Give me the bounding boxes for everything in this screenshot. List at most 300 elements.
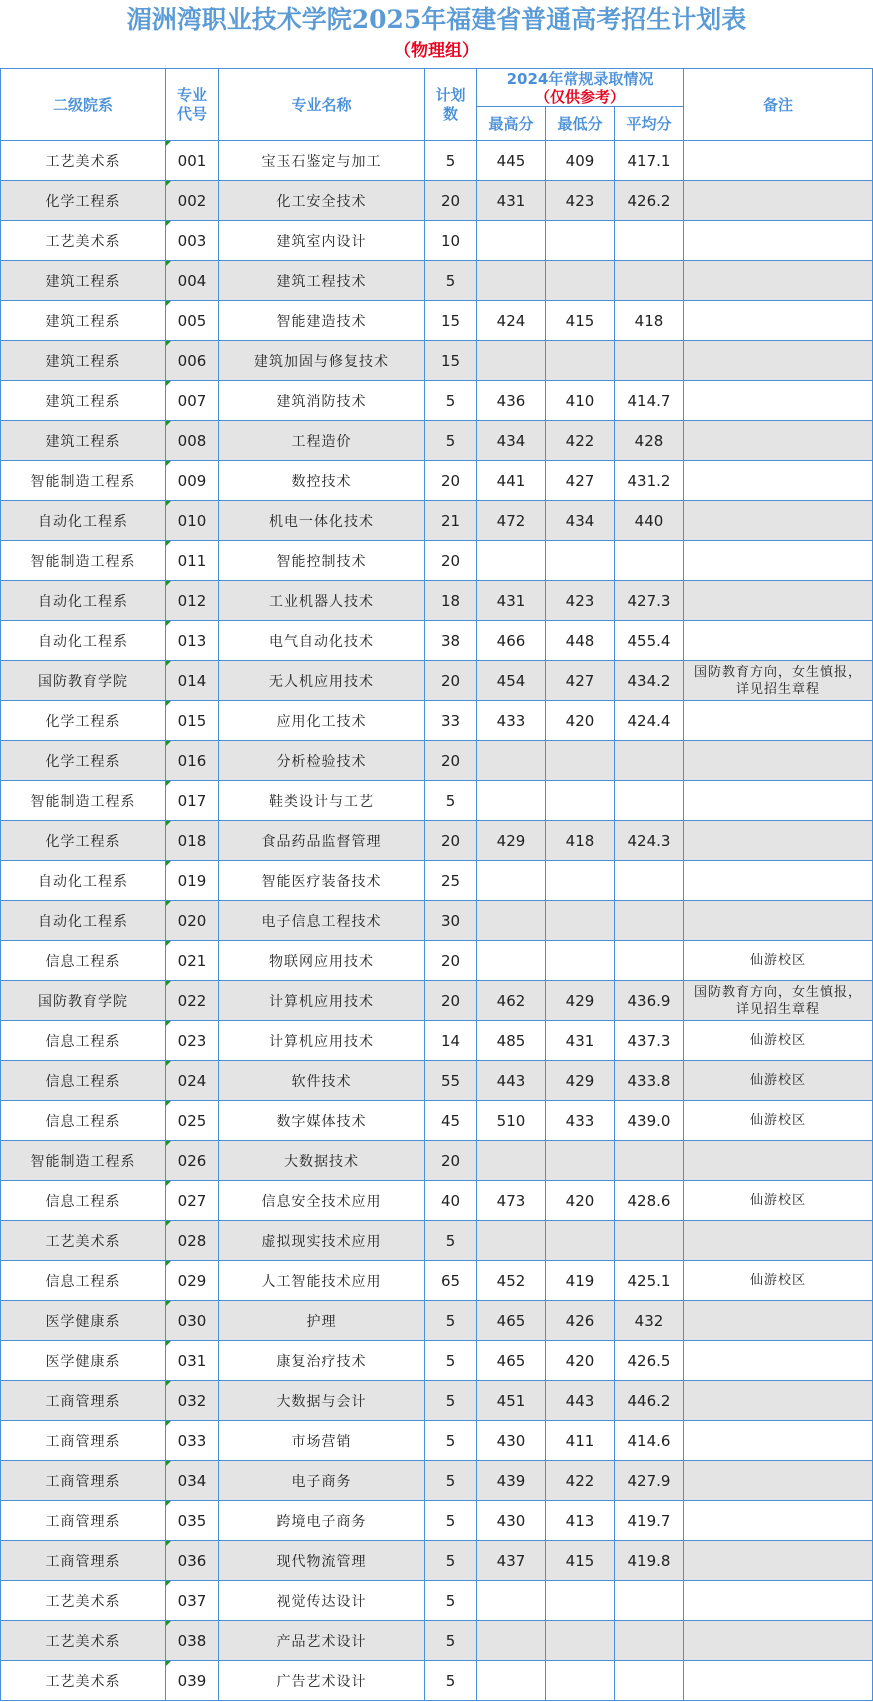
table-row — [1, 1061, 873, 1101]
note-cell — [684, 1501, 873, 1541]
avg-score-cell: 446.2 — [615, 1381, 684, 1421]
department-cell: 化学工程系 — [1, 701, 166, 741]
major-name-cell: 应用化工技术 — [219, 701, 425, 741]
min-score-cell: 420 — [546, 1341, 615, 1381]
note-cell: 国防教育方向，女生慎报，详见招生章程 — [684, 981, 873, 1021]
plan-count-cell: 5 — [425, 1621, 477, 1661]
major-code-cell: 015 — [166, 701, 219, 741]
min-score-cell: 415 — [546, 301, 615, 341]
avg-score-cell: 434.2 — [615, 661, 684, 701]
plan-count-cell: 15 — [425, 301, 477, 341]
plan-count-cell: 21 — [425, 501, 477, 541]
plan-count-cell: 5 — [425, 1581, 477, 1621]
min-score-cell — [546, 1141, 615, 1181]
plan-count-cell: 5 — [425, 1341, 477, 1381]
note-cell — [684, 1421, 873, 1461]
max-score-cell — [477, 901, 546, 941]
major-code-cell: 027 — [166, 1181, 219, 1221]
note-cell — [684, 1381, 873, 1421]
max-score-cell: 424 — [477, 301, 546, 341]
note-cell — [684, 221, 873, 261]
table-row — [1, 1621, 873, 1661]
table-row — [1, 941, 873, 981]
plan-count-cell: 20 — [425, 461, 477, 501]
avg-score-cell — [615, 541, 684, 581]
department-cell: 工商管理系 — [1, 1461, 166, 1501]
max-score-cell: 434 — [477, 421, 546, 461]
plan-count-cell: 55 — [425, 1061, 477, 1101]
major-code-cell: 026 — [166, 1141, 219, 1181]
major-code-cell: 038 — [166, 1621, 219, 1661]
note-cell — [684, 541, 873, 581]
major-name-cell: 计算机应用技术 — [219, 981, 425, 1021]
major-code-cell: 004 — [166, 261, 219, 301]
note-cell — [684, 301, 873, 341]
avg-score-cell: 433.8 — [615, 1061, 684, 1101]
header-min: 最低分 — [546, 107, 615, 141]
major-name-cell: 信息安全技术应用 — [219, 1181, 425, 1221]
avg-score-cell — [615, 1221, 684, 1261]
department-cell: 自动化工程系 — [1, 861, 166, 901]
max-score-cell — [477, 1141, 546, 1181]
table-body — [1, 141, 873, 1701]
note-cell — [684, 501, 873, 541]
major-name-cell: 电子商务 — [219, 1461, 425, 1501]
plan-count-cell: 5 — [425, 1501, 477, 1541]
avg-score-cell — [615, 1661, 684, 1701]
table-row — [1, 1301, 873, 1341]
plan-count-cell: 20 — [425, 181, 477, 221]
max-score-cell: 465 — [477, 1301, 546, 1341]
avg-score-cell: 414.7 — [615, 381, 684, 421]
note-cell — [684, 901, 873, 941]
min-score-cell — [546, 1581, 615, 1621]
major-code-cell: 029 — [166, 1261, 219, 1301]
max-score-cell: 431 — [477, 181, 546, 221]
avg-score-cell: 437.3 — [615, 1021, 684, 1061]
max-score-cell: 451 — [477, 1381, 546, 1421]
department-cell: 工艺美术系 — [1, 1581, 166, 1621]
major-code-cell: 014 — [166, 661, 219, 701]
table-row — [1, 1101, 873, 1141]
header-max: 最高分 — [477, 107, 546, 141]
admission-plan-table — [0, 68, 873, 1701]
note-cell — [684, 1301, 873, 1341]
min-score-cell: 409 — [546, 141, 615, 181]
max-score-cell: 441 — [477, 461, 546, 501]
table-row — [1, 421, 873, 461]
major-name-cell: 智能控制技术 — [219, 541, 425, 581]
major-code-cell: 031 — [166, 1341, 219, 1381]
avg-score-cell: 455.4 — [615, 621, 684, 661]
plan-count-cell: 15 — [425, 341, 477, 381]
major-code-cell: 033 — [166, 1421, 219, 1461]
note-cell — [684, 701, 873, 741]
department-cell: 工艺美术系 — [1, 141, 166, 181]
department-cell: 建筑工程系 — [1, 341, 166, 381]
major-name-cell: 软件技术 — [219, 1061, 425, 1101]
table-row — [1, 1021, 873, 1061]
major-code-cell: 024 — [166, 1061, 219, 1101]
table-row — [1, 141, 873, 181]
max-score-cell — [477, 261, 546, 301]
table-row — [1, 1181, 873, 1221]
major-name-cell: 大数据与会计 — [219, 1381, 425, 1421]
avg-score-cell: 439.0 — [615, 1101, 684, 1141]
table-row — [1, 301, 873, 341]
table-row — [1, 1461, 873, 1501]
header-name: 专业名称 — [219, 69, 425, 141]
plan-count-cell: 65 — [425, 1261, 477, 1301]
note-cell — [684, 381, 873, 421]
min-score-cell: 448 — [546, 621, 615, 661]
plan-count-cell: 5 — [425, 781, 477, 821]
avg-score-cell — [615, 781, 684, 821]
major-name-cell: 护理 — [219, 1301, 425, 1341]
min-score-cell: 443 — [546, 1381, 615, 1421]
note-cell: 仙游校区 — [684, 1061, 873, 1101]
avg-score-cell: 426.2 — [615, 181, 684, 221]
plan-count-cell: 38 — [425, 621, 477, 661]
table-row — [1, 1381, 873, 1421]
major-code-cell: 023 — [166, 1021, 219, 1061]
major-name-cell: 市场营销 — [219, 1421, 425, 1461]
avg-score-cell — [615, 221, 684, 261]
avg-score-cell: 417.1 — [615, 141, 684, 181]
department-cell: 信息工程系 — [1, 1061, 166, 1101]
department-cell: 建筑工程系 — [1, 421, 166, 461]
note-cell — [684, 821, 873, 861]
header-code: 专业代号 — [166, 69, 219, 141]
note-cell — [684, 861, 873, 901]
table-row — [1, 501, 873, 541]
plan-count-cell: 14 — [425, 1021, 477, 1061]
department-cell: 智能制造工程系 — [1, 1141, 166, 1181]
major-code-cell: 035 — [166, 1501, 219, 1541]
max-score-cell: 472 — [477, 501, 546, 541]
header-2024-reference — [477, 69, 684, 107]
min-score-cell — [546, 1661, 615, 1701]
major-name-cell: 建筑消防技术 — [219, 381, 425, 421]
min-score-cell — [546, 1621, 615, 1661]
major-code-cell: 013 — [166, 621, 219, 661]
avg-score-cell — [615, 1141, 684, 1181]
plan-count-cell: 5 — [425, 421, 477, 461]
plan-count-cell: 5 — [425, 1381, 477, 1421]
avg-score-cell: 424.3 — [615, 821, 684, 861]
max-score-cell: 429 — [477, 821, 546, 861]
header-avg: 平均分 — [615, 107, 684, 141]
major-name-cell: 物联网应用技术 — [219, 941, 425, 981]
table-row — [1, 981, 873, 1021]
major-name-cell: 数控技术 — [219, 461, 425, 501]
max-score-cell: 439 — [477, 1461, 546, 1501]
max-score-cell: 462 — [477, 981, 546, 1021]
major-code-cell: 006 — [166, 341, 219, 381]
max-score-cell — [477, 541, 546, 581]
major-code-cell: 001 — [166, 141, 219, 181]
department-cell: 工商管理系 — [1, 1421, 166, 1461]
major-name-cell: 机电一体化技术 — [219, 501, 425, 541]
major-name-cell: 产品艺术设计 — [219, 1621, 425, 1661]
note-cell — [684, 341, 873, 381]
major-code-cell: 017 — [166, 781, 219, 821]
min-score-cell: 426 — [546, 1301, 615, 1341]
plan-count-cell: 20 — [425, 741, 477, 781]
department-cell: 工艺美术系 — [1, 1221, 166, 1261]
major-name-cell: 智能医疗装备技术 — [219, 861, 425, 901]
major-code-cell: 020 — [166, 901, 219, 941]
department-cell: 智能制造工程系 — [1, 461, 166, 501]
header-ref-note: （仅供参考） — [534, 87, 625, 106]
plan-count-cell: 10 — [425, 221, 477, 261]
table-row — [1, 1661, 873, 1701]
major-name-cell: 计算机应用技术 — [219, 1021, 425, 1061]
major-name-cell: 建筑室内设计 — [219, 221, 425, 261]
major-code-cell: 039 — [166, 1661, 219, 1701]
table-row — [1, 1261, 873, 1301]
max-score-cell — [477, 1621, 546, 1661]
avg-score-cell: 418 — [615, 301, 684, 341]
table-row — [1, 1541, 873, 1581]
department-cell: 建筑工程系 — [1, 261, 166, 301]
major-name-cell: 建筑加固与修复技术 — [219, 341, 425, 381]
min-score-cell: 429 — [546, 1061, 615, 1101]
department-cell: 自动化工程系 — [1, 501, 166, 541]
table-row — [1, 581, 873, 621]
avg-score-cell: 436.9 — [615, 981, 684, 1021]
avg-score-cell: 425.1 — [615, 1261, 684, 1301]
note-cell — [684, 1341, 873, 1381]
max-score-cell: 436 — [477, 381, 546, 421]
department-cell: 医学健康系 — [1, 1341, 166, 1381]
max-score-cell — [477, 941, 546, 981]
plan-count-cell: 40 — [425, 1181, 477, 1221]
page-subtitle: （物理组） — [394, 41, 479, 61]
note-cell — [684, 181, 873, 221]
note-cell — [684, 781, 873, 821]
max-score-cell: 443 — [477, 1061, 546, 1101]
max-score-cell — [477, 1221, 546, 1261]
note-cell — [684, 621, 873, 661]
major-name-cell: 工程造价 — [219, 421, 425, 461]
major-code-cell: 032 — [166, 1381, 219, 1421]
table-row — [1, 461, 873, 501]
note-cell — [684, 1661, 873, 1701]
note-cell: 仙游校区 — [684, 941, 873, 981]
department-cell: 自动化工程系 — [1, 621, 166, 661]
avg-score-cell: 432 — [615, 1301, 684, 1341]
avg-score-cell: 419.7 — [615, 1501, 684, 1541]
department-cell: 智能制造工程系 — [1, 541, 166, 581]
max-score-cell: 445 — [477, 141, 546, 181]
min-score-cell: 415 — [546, 1541, 615, 1581]
department-cell: 建筑工程系 — [1, 381, 166, 421]
plan-count-cell: 5 — [425, 1301, 477, 1341]
avg-score-cell: 414.6 — [615, 1421, 684, 1461]
min-score-cell: 418 — [546, 821, 615, 861]
avg-score-cell — [615, 741, 684, 781]
max-score-cell: 437 — [477, 1541, 546, 1581]
major-name-cell: 跨境电子商务 — [219, 1501, 425, 1541]
table-row — [1, 661, 873, 701]
avg-score-cell — [615, 901, 684, 941]
note-cell — [684, 1141, 873, 1181]
plan-count-cell: 25 — [425, 861, 477, 901]
table-row — [1, 221, 873, 261]
department-cell: 信息工程系 — [1, 941, 166, 981]
major-code-cell: 009 — [166, 461, 219, 501]
major-code-cell: 005 — [166, 301, 219, 341]
max-score-cell: 452 — [477, 1261, 546, 1301]
department-cell: 化学工程系 — [1, 821, 166, 861]
major-code-cell: 002 — [166, 181, 219, 221]
major-code-cell: 008 — [166, 421, 219, 461]
major-name-cell: 视觉传达设计 — [219, 1581, 425, 1621]
avg-score-cell: 440 — [615, 501, 684, 541]
note-cell: 仙游校区 — [684, 1021, 873, 1061]
min-score-cell: 411 — [546, 1421, 615, 1461]
note-cell — [684, 461, 873, 501]
plan-count-cell: 20 — [425, 941, 477, 981]
min-score-cell: 433 — [546, 1101, 615, 1141]
min-score-cell: 427 — [546, 661, 615, 701]
major-name-cell: 虚拟现实技术应用 — [219, 1221, 425, 1261]
plan-count-cell: 5 — [425, 141, 477, 181]
avg-score-cell: 427.3 — [615, 581, 684, 621]
table-row — [1, 821, 873, 861]
department-cell: 国防教育学院 — [1, 661, 166, 701]
plan-count-cell: 20 — [425, 1141, 477, 1181]
min-score-cell: 422 — [546, 1461, 615, 1501]
major-name-cell: 建筑工程技术 — [219, 261, 425, 301]
department-cell: 工商管理系 — [1, 1501, 166, 1541]
avg-score-cell: 426.5 — [615, 1341, 684, 1381]
major-name-cell: 无人机应用技术 — [219, 661, 425, 701]
table-row — [1, 541, 873, 581]
major-code-cell: 018 — [166, 821, 219, 861]
plan-count-cell: 5 — [425, 1461, 477, 1501]
table-row — [1, 901, 873, 941]
note-cell: 仙游校区 — [684, 1261, 873, 1301]
note-cell — [684, 1621, 873, 1661]
avg-score-cell — [615, 1581, 684, 1621]
max-score-cell: 430 — [477, 1501, 546, 1541]
major-code-cell: 034 — [166, 1461, 219, 1501]
table-row — [1, 861, 873, 901]
major-name-cell: 电气自动化技术 — [219, 621, 425, 661]
major-name-cell: 数字媒体技术 — [219, 1101, 425, 1141]
max-score-cell: 473 — [477, 1181, 546, 1221]
min-score-cell — [546, 341, 615, 381]
table-row — [1, 701, 873, 741]
major-name-cell: 智能建造技术 — [219, 301, 425, 341]
major-code-cell: 021 — [166, 941, 219, 981]
avg-score-cell: 419.8 — [615, 1541, 684, 1581]
max-score-cell: 454 — [477, 661, 546, 701]
table-row — [1, 181, 873, 221]
major-code-cell: 010 — [166, 501, 219, 541]
plan-count-cell: 30 — [425, 901, 477, 941]
page-title: 湄洲湾职业技术学院2025年福建省普通高考招生计划表 — [126, 5, 747, 34]
department-cell: 自动化工程系 — [1, 901, 166, 941]
major-name-cell: 人工智能技术应用 — [219, 1261, 425, 1301]
major-code-cell: 036 — [166, 1541, 219, 1581]
min-score-cell: 431 — [546, 1021, 615, 1061]
major-name-cell: 鞋类设计与工艺 — [219, 781, 425, 821]
note-cell — [684, 581, 873, 621]
major-code-cell: 028 — [166, 1221, 219, 1261]
table-row — [1, 1581, 873, 1621]
avg-score-cell — [615, 861, 684, 901]
department-cell: 国防教育学院 — [1, 981, 166, 1021]
header-dept: 二级院系 — [1, 69, 166, 141]
avg-score-cell: 428 — [615, 421, 684, 461]
avg-score-cell: 431.2 — [615, 461, 684, 501]
plan-count-cell: 33 — [425, 701, 477, 741]
min-score-cell: 423 — [546, 581, 615, 621]
department-cell: 信息工程系 — [1, 1261, 166, 1301]
max-score-cell — [477, 861, 546, 901]
table-row — [1, 1221, 873, 1261]
plan-count-cell: 5 — [425, 261, 477, 301]
major-code-cell: 037 — [166, 1581, 219, 1621]
table-row — [1, 381, 873, 421]
table-row — [1, 341, 873, 381]
min-score-cell — [546, 861, 615, 901]
min-score-cell — [546, 781, 615, 821]
table-row — [1, 741, 873, 781]
table-row — [1, 1341, 873, 1381]
major-code-cell: 022 — [166, 981, 219, 1021]
plan-count-cell: 5 — [425, 1661, 477, 1701]
plan-count-cell: 20 — [425, 661, 477, 701]
min-score-cell — [546, 941, 615, 981]
min-score-cell: 423 — [546, 181, 615, 221]
max-score-cell — [477, 1661, 546, 1701]
plan-count-cell: 5 — [425, 381, 477, 421]
department-cell: 工艺美术系 — [1, 1621, 166, 1661]
max-score-cell: 510 — [477, 1101, 546, 1141]
department-cell: 化学工程系 — [1, 741, 166, 781]
major-name-cell: 工业机器人技术 — [219, 581, 425, 621]
note-cell — [684, 1581, 873, 1621]
min-score-cell — [546, 541, 615, 581]
table-row — [1, 1141, 873, 1181]
table-row — [1, 261, 873, 301]
major-code-cell: 012 — [166, 581, 219, 621]
department-cell: 信息工程系 — [1, 1021, 166, 1061]
avg-score-cell — [615, 261, 684, 301]
department-cell: 信息工程系 — [1, 1181, 166, 1221]
department-cell: 医学健康系 — [1, 1301, 166, 1341]
min-score-cell: 420 — [546, 1181, 615, 1221]
max-score-cell: 466 — [477, 621, 546, 661]
plan-count-cell: 5 — [425, 1541, 477, 1581]
note-cell: 国防教育方向，女生慎报，详见招生章程 — [684, 661, 873, 701]
note-cell — [684, 141, 873, 181]
header-note: 备注 — [684, 69, 873, 141]
note-cell — [684, 741, 873, 781]
avg-score-cell: 427.9 — [615, 1461, 684, 1501]
min-score-cell: 410 — [546, 381, 615, 421]
department-cell: 智能制造工程系 — [1, 781, 166, 821]
major-name-cell: 宝玉石鉴定与加工 — [219, 141, 425, 181]
max-score-cell — [477, 341, 546, 381]
max-score-cell: 431 — [477, 581, 546, 621]
min-score-cell: 427 — [546, 461, 615, 501]
note-cell — [684, 1221, 873, 1261]
